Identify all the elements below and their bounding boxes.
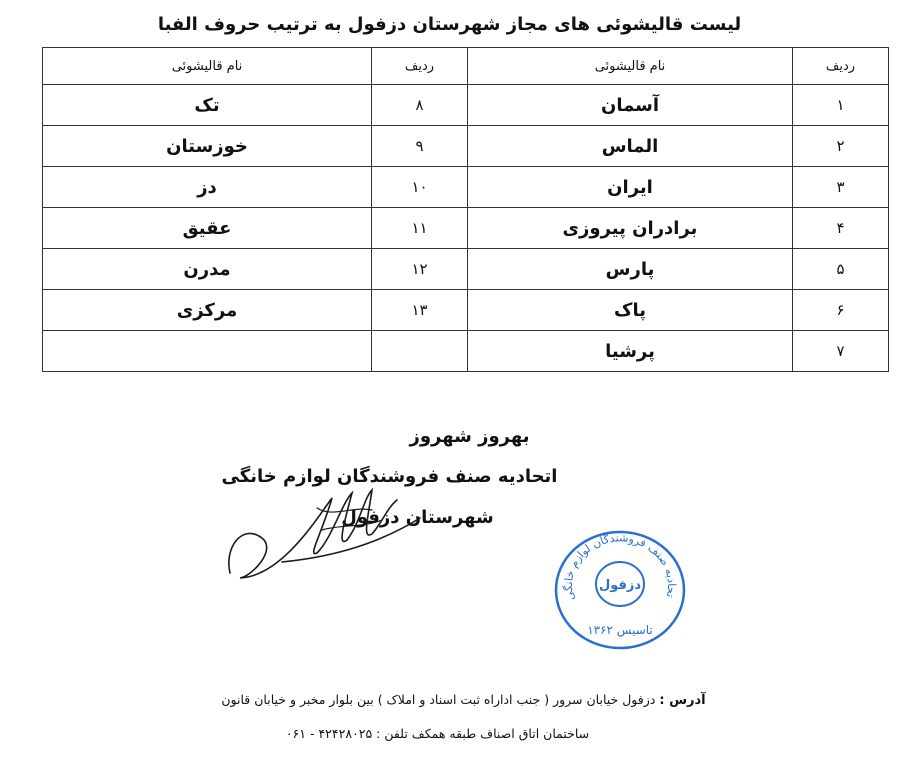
cleaner-name: ایران [468,167,793,208]
table-row [43,290,889,331]
table-header-row [43,48,889,85]
cleaner-name: پارس [468,249,793,290]
table-row [43,85,889,126]
cleaner-name: مدرن [43,249,372,290]
signatory-organization: اتحادیه صنف فروشندگان لوازم خانگی [221,466,558,487]
table-row [43,249,889,290]
cleaner-name: برادران پیروزی [468,208,793,249]
header-name-2: نام قالیشوئی [43,48,372,85]
row-number: ۱۲ [372,249,468,290]
cleaner-name: الماس [468,126,793,167]
address-line-1 [14,692,899,708]
header-name-1: نام قالیشوئی [468,48,793,85]
cleaner-name: آسمان [468,85,793,126]
handwritten-signature [222,478,422,588]
row-number: ۴ [793,208,889,249]
address-label: آدرس : [659,693,706,708]
cleaner-name: مرکزی [43,290,372,331]
table-row [43,331,889,372]
table-row [43,167,889,208]
cleaner-name: پاک [468,290,793,331]
official-seal [552,528,688,652]
cleaner-name: عقیق [43,208,372,249]
row-number: ۵ [793,249,889,290]
address-line-2: ساختمان اتاق اصناف طبقه همکف تلفن : ۴۲۴۲۸۰۲۵ - ۰۶۱ [285,726,590,741]
cleaner-name: دز [43,167,372,208]
cleaner-name: پرشیا [468,331,793,372]
row-number [372,331,468,372]
row-number: ۳ [793,167,889,208]
row-number: ۸ [372,85,468,126]
row-number: ۱۰ [372,167,468,208]
page-title: لیست قالیشوئی های مجاز شهرستان دزفول به ترتیب حروف الفبا [157,14,742,35]
row-number: ۹ [372,126,468,167]
cleaner-name [43,331,372,372]
row-number: ۷ [793,331,889,372]
signatory-name: بهروز شهروز [409,426,530,447]
address-text: دزفول خیابان سرور ( جنب اداراه ثبت اسناد و املاک ) بین بلوار مخبر و خیابان قانون [221,692,656,707]
header-row-number-2: ردیف [372,48,468,85]
svg-text:اتحادیه صنف فروشندگان لوازم خا: تحادیه صنف فروشندگان لوازم خانگی [561,531,679,603]
row-number: ۱۳ [372,290,468,331]
cleaner-name: تک [43,85,372,126]
row-number: ۶ [793,290,889,331]
header-row-number-1: ردیف [793,48,889,85]
svg-text:دزفول: دزفول [598,578,642,593]
table-row [43,208,889,249]
table-row [43,126,889,167]
svg-text:تاسیس ۱۳۶۲: تاسیس ۱۳۶۲ [587,623,653,637]
carpet-cleaners-table [42,47,889,372]
row-number: ۱ [793,85,889,126]
cleaner-name: خوزستان [43,126,372,167]
row-number: ۱۱ [372,208,468,249]
row-number: ۲ [793,126,889,167]
signatory-city: شهرستان دزفول [341,507,494,528]
